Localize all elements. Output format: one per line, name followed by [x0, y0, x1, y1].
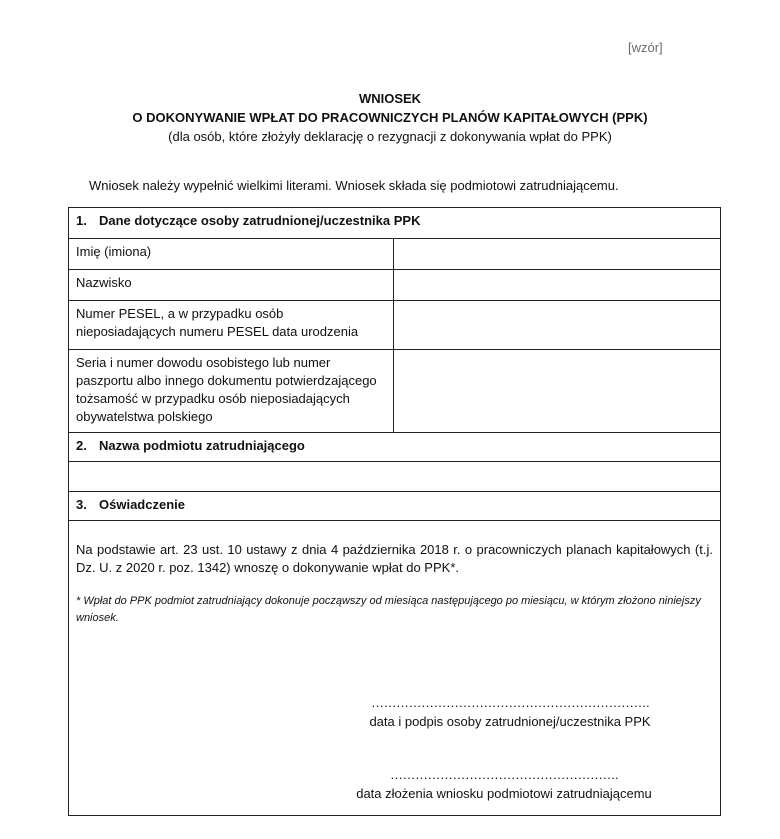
- section-1-header: [69, 208, 721, 239]
- field-employer-name[interactable]: [69, 462, 721, 492]
- label-surname: Nazwisko: [69, 270, 394, 301]
- section-3-title: Oświadczenie: [99, 497, 185, 512]
- row-employer-name: [69, 462, 721, 492]
- row-surname: [69, 270, 721, 301]
- signature-2-line: ……………………………………………….: [389, 767, 619, 782]
- title-line-2: O DOKONYWANIE WPŁAT DO PRACOWNICZYCH PLANÓW KAPITAŁOWYCH (PPK): [132, 110, 648, 125]
- label-first-names: Imię (imiona): [69, 239, 394, 270]
- signature-block-1: [365, 696, 655, 729]
- section-2-number: 2.: [76, 438, 87, 453]
- intro-text: Wniosek należy wypełnić wielkimi literami. Wniosek składa się podmiotowi zatrudniającemu.: [89, 178, 619, 193]
- template-marker: [wzór]: [628, 40, 663, 55]
- row-id-document: [69, 350, 721, 433]
- declaration-footnote: * Wpłat do PPK podmiot zatrudniający dokonuje począwszy od miesiąca następującego po miesiącu, w którym złożono niniejszy wniosek.: [76, 595, 701, 624]
- section-3-header: [69, 492, 721, 521]
- section-2-title: Nazwa podmiotu zatrudniającego: [99, 438, 305, 453]
- field-surname[interactable]: [394, 270, 721, 301]
- section-2-header: [69, 433, 721, 462]
- label-id-document: Seria i numer dowodu osobistego lub numer paszportu albo innego dokumentu potwierdzającego tożsamość w przypadku osób nieposiadających obywatelstwa polskiego: [69, 350, 394, 433]
- field-pesel[interactable]: [394, 301, 721, 350]
- document-title: [0, 89, 780, 146]
- section-1-title: Dane dotyczące osoby zatrudnionej/uczestnika PPK: [99, 213, 421, 228]
- row-first-names: [69, 239, 721, 270]
- signature-block-2: [344, 768, 664, 801]
- section-1-number: 1.: [76, 213, 87, 228]
- title-line-1: WNIOSEK: [358, 91, 422, 106]
- signature-2-label: data złożenia wniosku podmiotowi zatrudniającemu: [356, 786, 652, 801]
- section-3-number: 3.: [76, 497, 87, 512]
- row-pesel: [69, 301, 721, 350]
- declaration-text: Na podstawie art. 23 ust. 10 ustawy z dnia 4 października 2018 r. o pracowniczych planach kapitałowych (t.j. Dz. U. z 2020 r. poz. 1342) wnoszę o dokonywanie wpłat do PPK*.: [76, 542, 713, 575]
- field-first-names[interactable]: [394, 239, 721, 270]
- title-line-3: (dla osób, które złożyły deklarację o rezygnacji z dokonywania wpłat do PPK): [168, 129, 612, 144]
- label-pesel: Numer PESEL, a w przypadku osób nieposiadających numeru PESEL data urodzenia: [69, 301, 394, 350]
- signature-1-line: ………………………………………………………….: [370, 695, 650, 710]
- signature-1-label: data i podpis osoby zatrudnionej/uczestnika PPK: [369, 714, 651, 729]
- field-id-document[interactable]: [394, 350, 721, 433]
